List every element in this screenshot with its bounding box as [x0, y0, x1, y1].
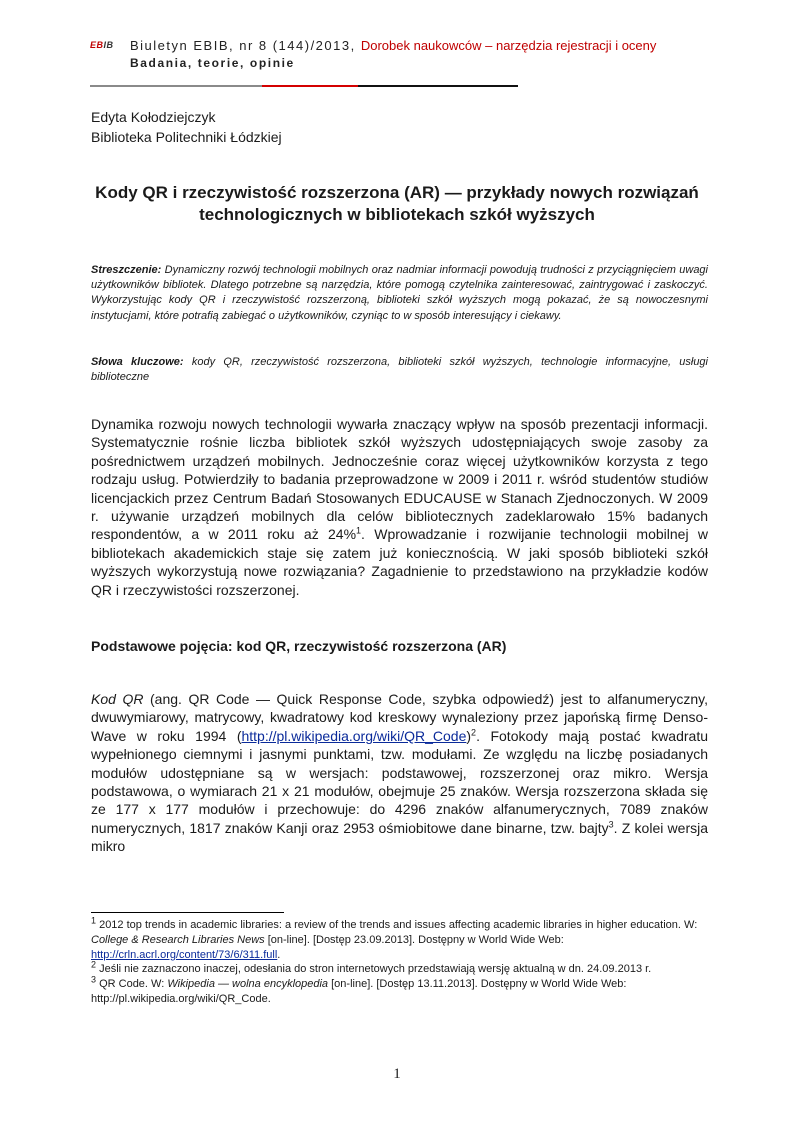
author-block — [91, 107, 282, 147]
footnote-ref-2[interactable]: 2 — [471, 727, 477, 738]
footnote-ref-3[interactable]: 3 — [608, 819, 614, 830]
term-qr-code: Kod QR — [91, 691, 144, 707]
footnote-1: $^1$ 2012 top trends in academic libraries: a review of the trends and issues affecting academic libraries in higher education. W: College & Research Libraries News [on-line]. [Dostęp 23.09.2013]. Dostępny w World Wide Web: http://crln.acrl.org/content/73/6/311.full. — [91, 915, 698, 961]
journal-name: Biuletyn EBIB, nr 8 (144)/2013, — [130, 38, 356, 53]
section-name: Badania, teorie, opinie — [130, 56, 295, 70]
footnote-separator — [91, 912, 284, 913]
abstract-text: Dynamiczny rozwój technologii mobilnych oraz nadmiar informacji powodują trudności z przyciągnięciem uwagi użytkowników bibliotek. Dlatego potrzebne są narzędzia, które pomogą czytelnika zainteresować, zaintrygować i zaskoczyć. Wykorzystując kody QR i rzeczywistość rozszerzoną, biblioteki szkół wyższych mogą pokazać, że są nowoczesnymi instytucjami, które potrafią zabiegać o użytkowników, czyniąc to w sposób interesujący i ciekawy. — [91, 264, 708, 322]
section-heading: Podstawowe pojęcia: kod QR, rzeczywistość rozszerzona (AR) — [91, 638, 507, 654]
keywords — [91, 355, 708, 385]
page-number: 1 — [393, 1066, 401, 1082]
keywords-label: Słowa kluczowe: — [91, 356, 184, 368]
header-rule-black — [358, 85, 518, 87]
header-rule-red — [262, 85, 358, 87]
abstract-label: Streszczenie: — [91, 264, 162, 276]
footnote-2: $^2$ Jeśli nie zaznaczono inaczej, odesłania do stron internetowych przedstawiają wersję aktualną w dn. 24.09.2013 r. — [91, 959, 652, 976]
header-rule-grey — [90, 85, 262, 87]
body-paragraph-1: Dynamika rozwoju nowych technologii wywarła znaczący wpływ na sposób prezentacji informacji. Systematycznie rośnie liczba bibliotek szkół wyższych udostępniających swoje zasoby za pośrednictwem urządzeń mobilnych. Jednocześnie coraz więcej użytkowników korzysta z tego rodzaju usług. Potwierdziły to badania przeprowadzone w 2009 i 2011 r. wśród studentów studiów licencjackich przez Centrum Badań Stosowanych EDUCAUSE w Stanach Zjednoczonych. W 2009 r. używanie urządzeń mobilnych dla celów bibliotecznych zadeklarowało 15% badanych respondentów, a w 2011 roku aż 24%$^1$. Wprowadzanie i rozwijanie technologii mobilnej w bibliotekach akademickich staje się zatem już koniecznością. W jaki sposób biblioteki szkół wyższych wykorzystują nowe rozwiązania? Zagadnienie to przedstawiono na przykładzie kodów QR i rzeczywistości rozszerzonej. — [91, 416, 708, 598]
wikipedia-qr-link[interactable]: http://pl.wikipedia.org/wiki/QR_Code — [241, 727, 467, 744]
running-header — [90, 36, 730, 96]
issue-topic: Dorobek naukowców – narzędzia rejestracji i oceny — [360, 38, 657, 53]
journal-line — [130, 38, 656, 53]
body-paragraph-2: Kod QR (ang. QR Code — Quick Response Code, szybka odpowiedź) jest to alfanumeryczny, dwuwymiarowy, matrycowy, kwadratowy kod kreskowy wynaleziony przez japońską firmę Denso-Wave w roku 1994 (http://pl.wikipedia.org/wiki/QR_Code)$^2$. Fotokody mają postać kwadratu wypełnionego ciemnymi i jasnymi punktami, tzw. modułami. Ze względu na liczbę posiadanych modułów udostępniane są w wersjach: podstawowej, rozszerzonej oraz mikro. Wersja podstawowa, o wymiarach 21 x 21 modułów, obejmuje 25 znaków. Wersja rozszerzona składa się ze 177 x 177 modułów i przechowuje: do 4296 znaków alfanumerycznych, 7089 znaków numerycznych, 1817 znaków Kanji oraz 2953 ośmiobitowe dane binarne, tzw. bajty$^3$. Z kolei wersja mikro — [91, 691, 709, 855]
keywords-text: kody QR, rzeczywistość rozszerzona, biblioteki szkół wyższych, technologie informacyjne, usługi biblioteczne — [91, 356, 708, 384]
footnote-3: $^3$ QR Code. W: Wikipedia — wolna encyklopedia [on-line]. [Dostęp 13.11.2013]. Dostępny w World Wide Web: http://pl.wikipedia.org/wiki/QR_Code. — [91, 974, 627, 1005]
author-name: Edyta Kołodziejczyk — [91, 109, 216, 125]
footnotes — [91, 915, 711, 1007]
ebib-logo: EBIB — [90, 40, 114, 50]
crln-link[interactable]: http://crln.acrl.org/content/73/6/311.full — [91, 948, 278, 961]
abstract — [91, 263, 708, 324]
footnote-ref-1[interactable]: 1 — [356, 525, 362, 536]
author-affiliation: Biblioteka Politechniki Łódzkiej — [91, 129, 282, 145]
paper-title: Kody QR i rzeczywistość rozszerzona (AR) — przykłady nowych rozwiązań technologicznych w bibliotekach szkół wyższych — [95, 183, 699, 224]
